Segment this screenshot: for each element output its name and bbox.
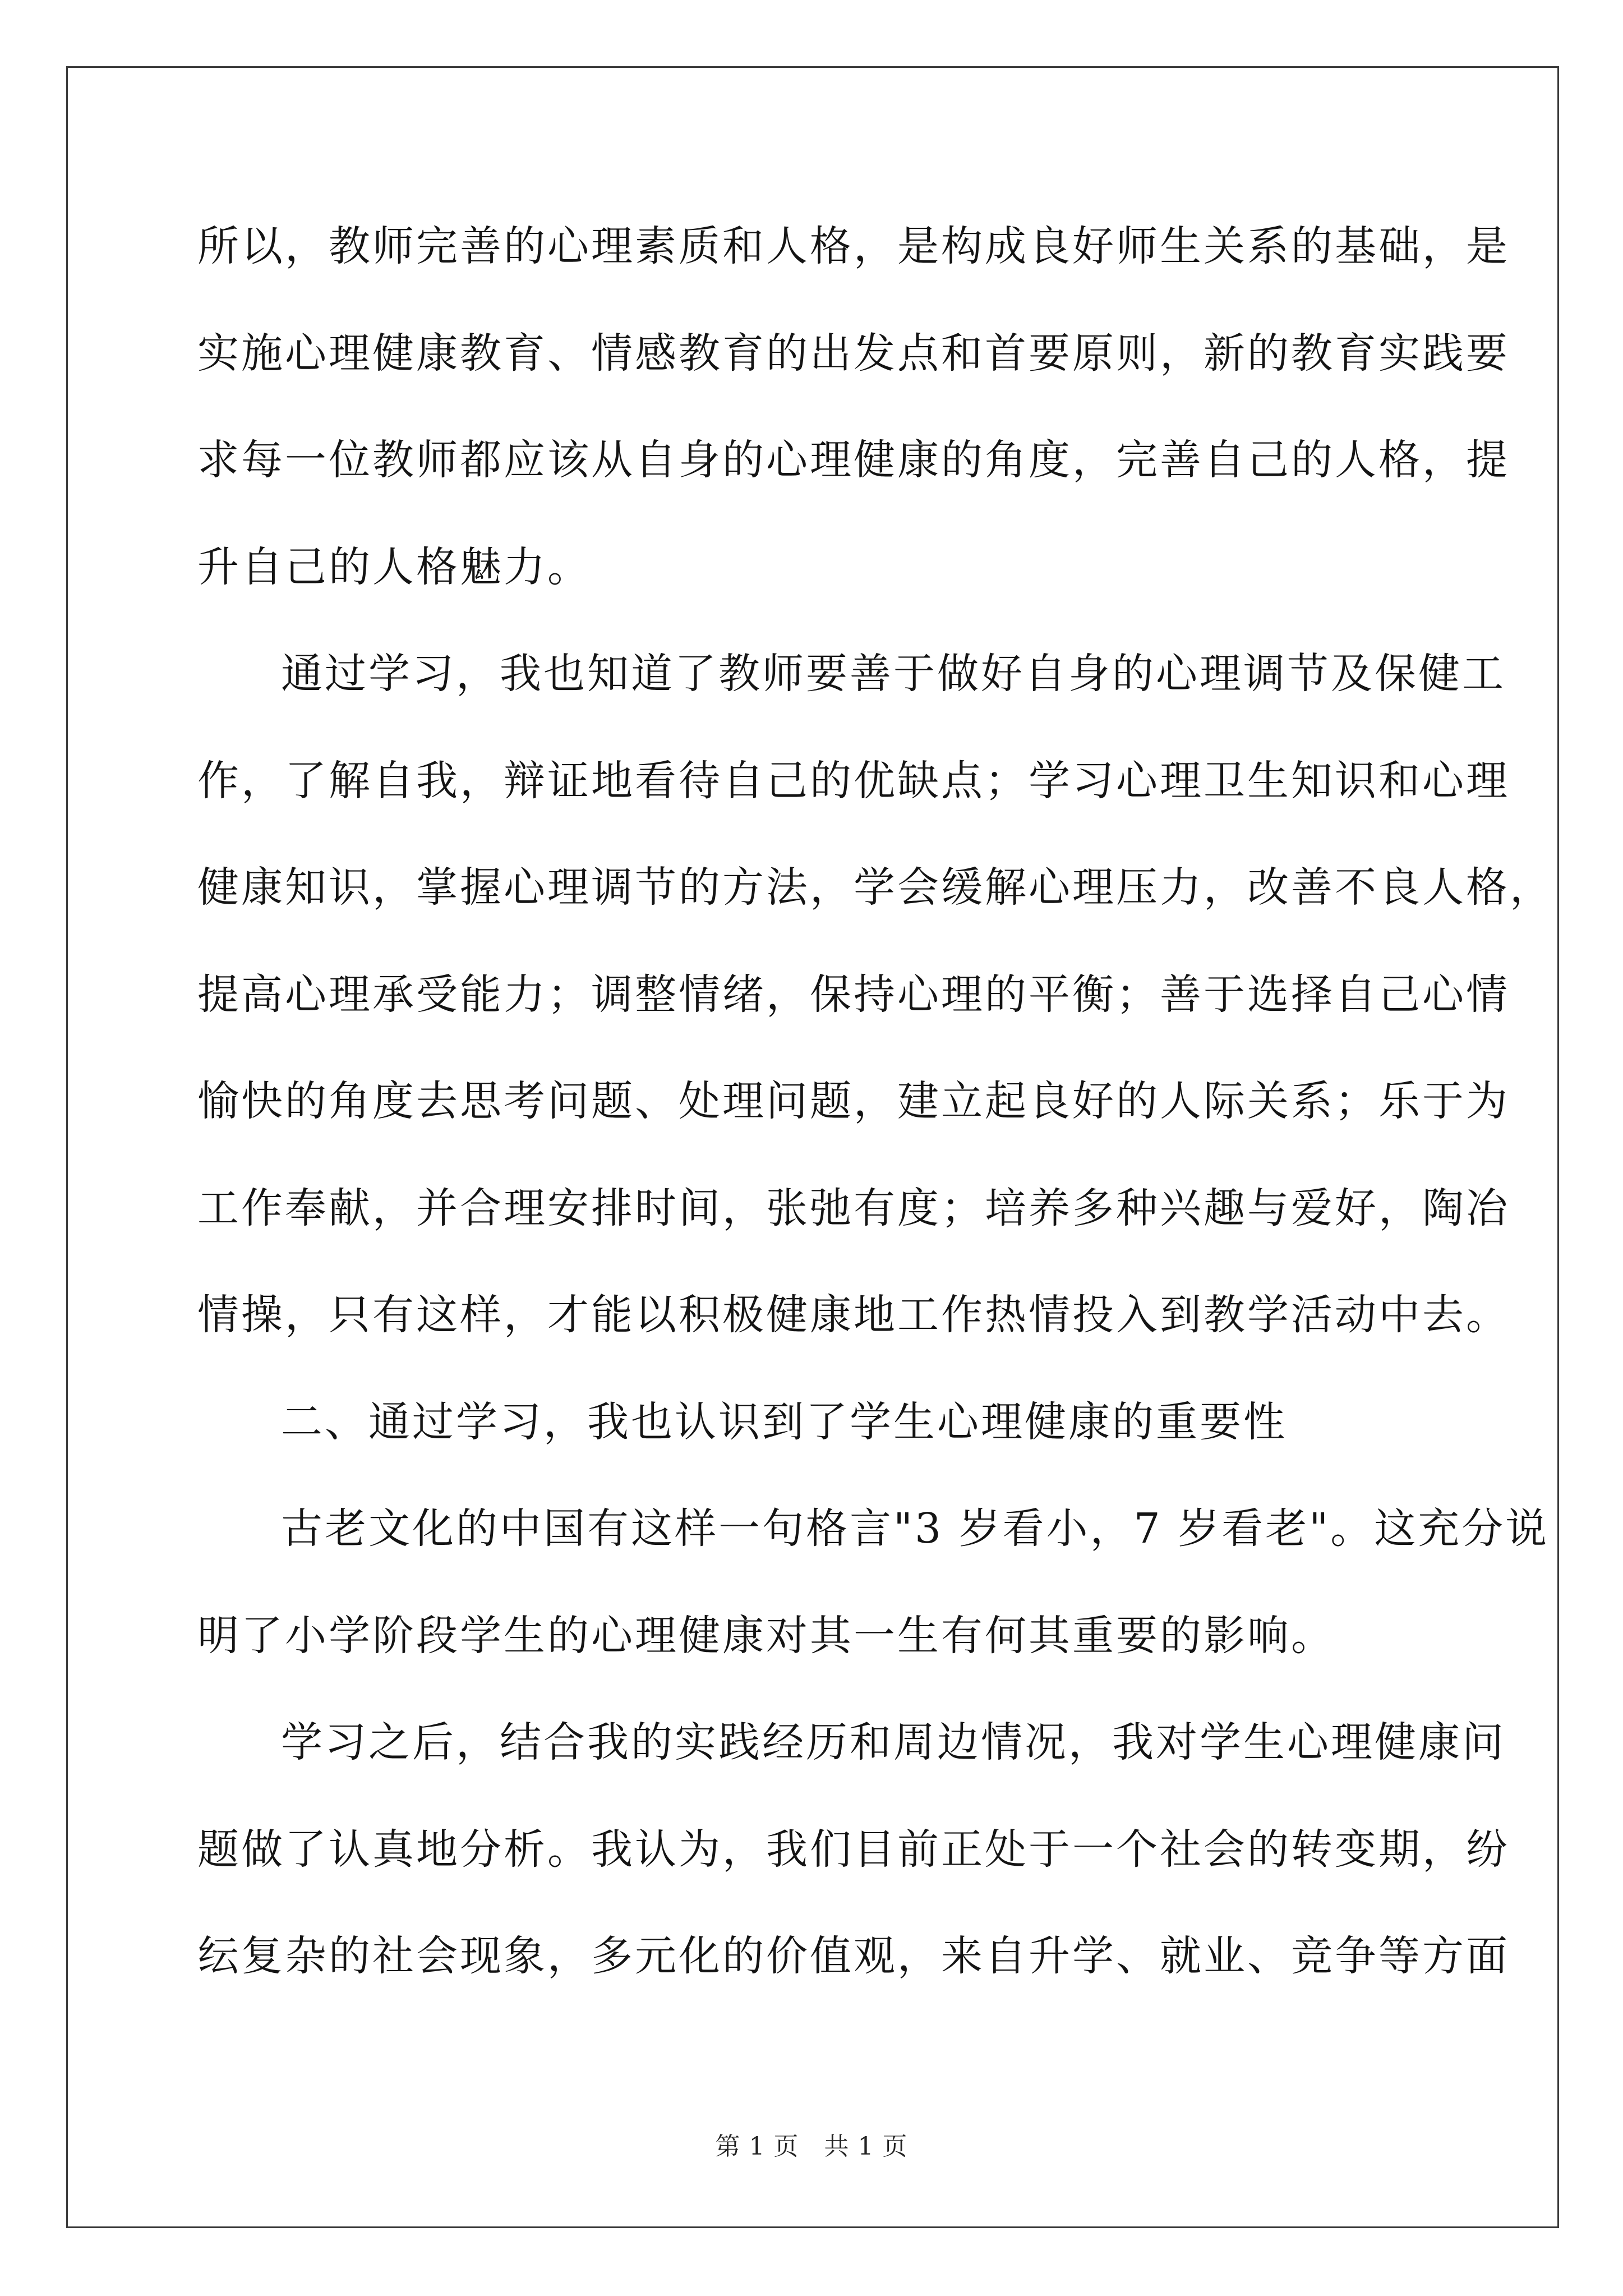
page-footer: 第 1 页 共 1 页 [715, 2132, 908, 2161]
text-line: 古老文化的中国有这样一句格言"3 岁看小，7 岁看老"。这充分说 [281, 1504, 1550, 1553]
text-line: 作，了解自我，辩证地看待自己的优缺点；学习心理卫生知识和心理 [197, 756, 1510, 805]
text-line: 工作奉献，并合理安排时间，张弛有度；培养多种兴趣与爱好，陶冶 [197, 1184, 1510, 1232]
text-line: 提高心理承受能力；调整情绪，保持心理的平衡；善于选择自己心情 [197, 970, 1510, 1019]
text-line: 愉快的角度去思考问题、处理问题，建立起良好的人际关系；乐于为 [197, 1077, 1510, 1125]
text-line: 情操，只有这样，才能以积极健康地工作热情投入到教学活动中去。 [197, 1291, 1510, 1339]
document-body [197, 220, 1553, 2037]
text-line: 题做了认真地分析。我认为，我们目前正处于一个社会的转变期，纷 [197, 1825, 1510, 1874]
text-line: 明了小学阶段学生的心理健康对其一生有何其重要的影响。 [197, 1611, 1335, 1660]
text-line: 学习之后，结合我的实践经历和周边情况，我对学生心理健康问 [281, 1718, 1506, 1766]
text-line: 通过学习，我也知道了教师要善于做好自身的心理调节及保健工 [281, 650, 1506, 698]
text-line: 纭复杂的社会现象，多元化的价值观，来自升学、就业、竞争等方面 [197, 1932, 1510, 1980]
text-line: 求每一位教师都应该从自身的心理健康的角度，完善自己的人格，提 [197, 436, 1510, 484]
text-line: 实施心理健康教育、情感教育的出发点和首要原则，新的教育实践要 [197, 329, 1510, 378]
text-line: 二、通过学习，我也认识到了学生心理健康的重要性 [281, 1397, 1287, 1446]
text-line: 升自己的人格魅力。 [197, 542, 591, 591]
text-line: 健康知识，掌握心理调节的方法，学会缓解心理压力，改善不良人格， [197, 863, 1553, 912]
text-line: 所以，教师完善的心理素质和人格，是构成良好师生关系的基础，是 [197, 222, 1510, 270]
